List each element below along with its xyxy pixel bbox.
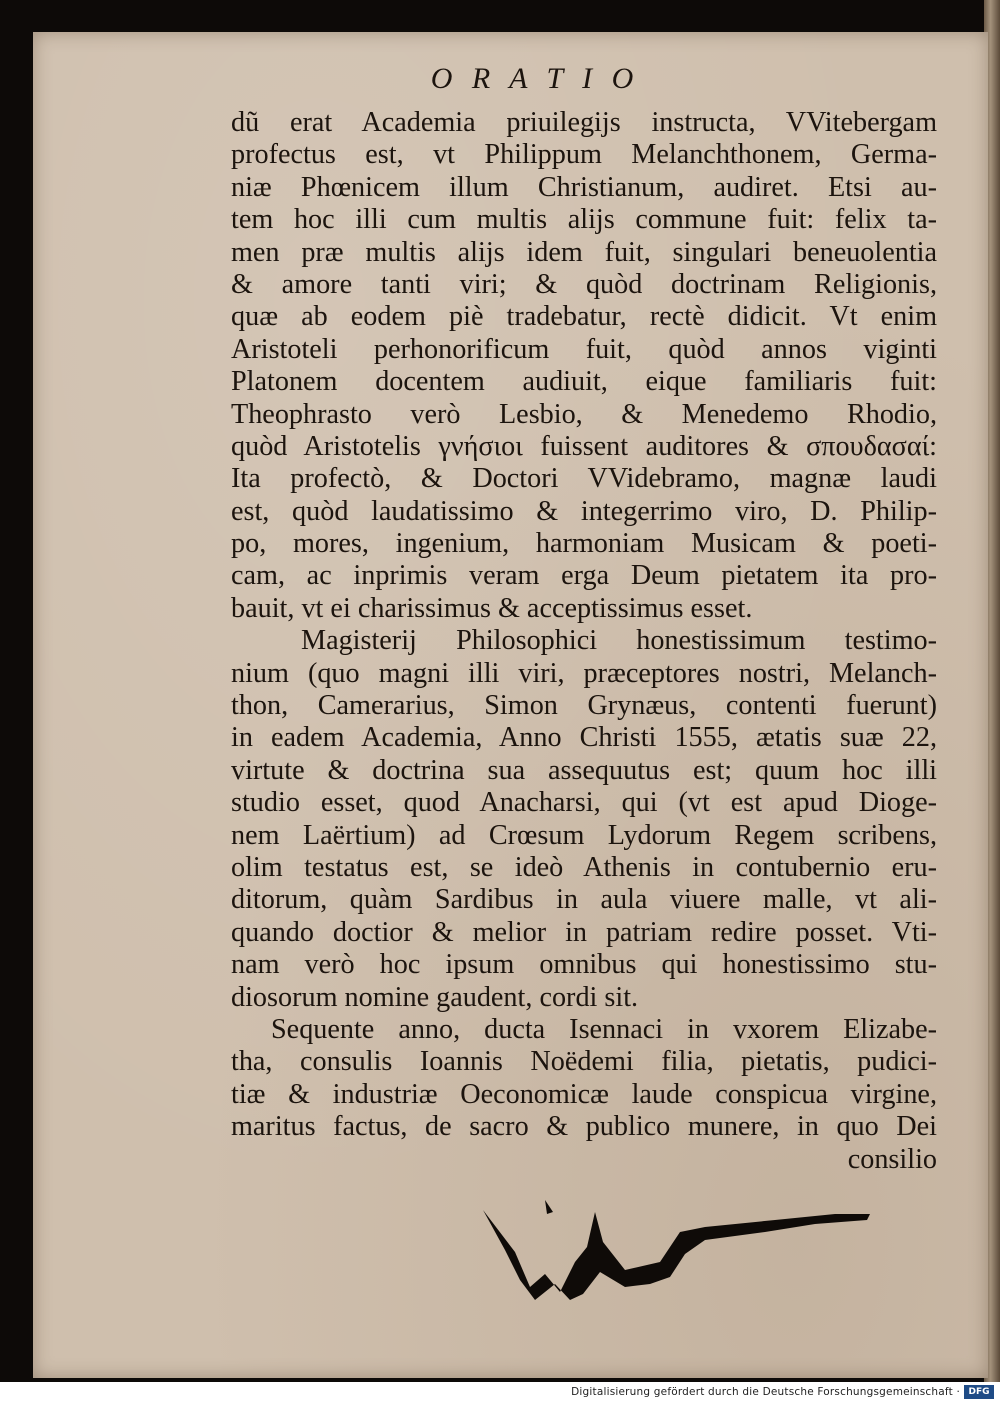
text-line: maritus factus, de sacro & publico munere, in quo Dei	[231, 1111, 937, 1143]
text-line: Theophrasto verò Lesbio, & Menedemo Rhodio,	[231, 398, 937, 430]
text-line: Platonem docentem audiuit, eique familiaris fuit:	[231, 366, 937, 398]
text-line: est, quòd laudatissimo & integerrimo viro, D. Philip-	[231, 495, 937, 527]
text-line: Ita profectò, & Doctori VVidebramo, magnæ laudi	[231, 463, 937, 495]
text-line: virtute & doctrina sua assequutus est; quum hoc illi	[231, 754, 937, 786]
text-line: tha, consulis Ioannis Noëdemi filia, pietatis, pudici-	[231, 1046, 937, 1078]
text-line: olim testatus est, se ideò Athenis in contubernio eru-	[231, 851, 937, 883]
text-line: profectus est, vt Philippum Melanchthonem, Germa-	[231, 139, 937, 171]
text-line: tiæ & industriæ Oeconomicæ laude conspicua virgine,	[231, 1078, 937, 1110]
text-line: Magisterij Philosophici honestissimum testimo-	[301, 625, 937, 657]
text-line: nam verò hoc ipsum omnibus qui honestissimo stu-	[231, 949, 937, 981]
text-line: tem hoc illi cum multis alijs commune fuit: felix ta-	[231, 204, 937, 236]
text-line: quæ ab eodem piè tradebatur, rectè didicit. Vt enim	[231, 301, 937, 333]
footer-credit-text: Digitalisierung gefördert durch die Deutsche Forschungsgemeinschaft ·	[571, 1386, 960, 1398]
text-line: nem Laërtium) ad Crœsum Lydorum Regem scribens,	[231, 819, 937, 851]
text-line: dũ erat Academia priuilegijs instructa, VVitebergam	[231, 107, 937, 138]
ink-blot-stain	[475, 1192, 945, 1302]
page-body-text	[231, 107, 937, 1176]
text-line: diosorum nomine gaudent, cordi sit.	[231, 981, 639, 1013]
text-line: quòd Aristotelis γνήσιοι fuissent auditores & σπουδασαί:	[231, 430, 937, 462]
text-line: in eadem Academia, Anno Christi 1555, ætatis suæ 22,	[231, 722, 937, 754]
text-line: thon, Camerarius, Simon Grynæus, contenti fuerunt)	[231, 690, 937, 722]
text-line: ditorum, quàm Sardibus in aula viuere malle, vt ali-	[231, 884, 937, 916]
text-line: Aristoteli perhonorificum fuit, quòd annos viginti	[231, 333, 937, 365]
text-line: quando doctior & melior in patriam redire posset. Vti-	[231, 916, 937, 948]
text-line: bauit, vt ei charissimus & acceptissimus esset.	[231, 592, 753, 624]
running-head: O R A T I O	[430, 62, 640, 95]
dfg-logo: DFG	[964, 1385, 994, 1399]
text-line: cam, ac inprimis veram erga Deum pietatem ita pro-	[231, 560, 937, 592]
catchword: consilio	[847, 1143, 937, 1175]
text-line: & amore tanti viri; & quòd doctrinam Religionis,	[231, 268, 937, 300]
text-line: men præ multis alijs idem fuit, singulari beneuolentia	[231, 236, 937, 268]
text-line: po, mores, ingenium, harmoniam Musicam & poeti-	[231, 528, 937, 560]
text-line: Sequente anno, ducta Isennaci in vxorem Elizabe-	[271, 1013, 937, 1045]
text-line: studio esset, quod Anacharsi, qui (vt est apud Dioge-	[231, 787, 937, 819]
digitization-footer	[0, 1382, 1000, 1404]
text-line: niæ Phœnicem illum Christianum, audiret. Etsi au-	[231, 171, 937, 203]
text-line: nium (quo magni illi viri, præceptores nostri, Melanch-	[231, 657, 937, 689]
